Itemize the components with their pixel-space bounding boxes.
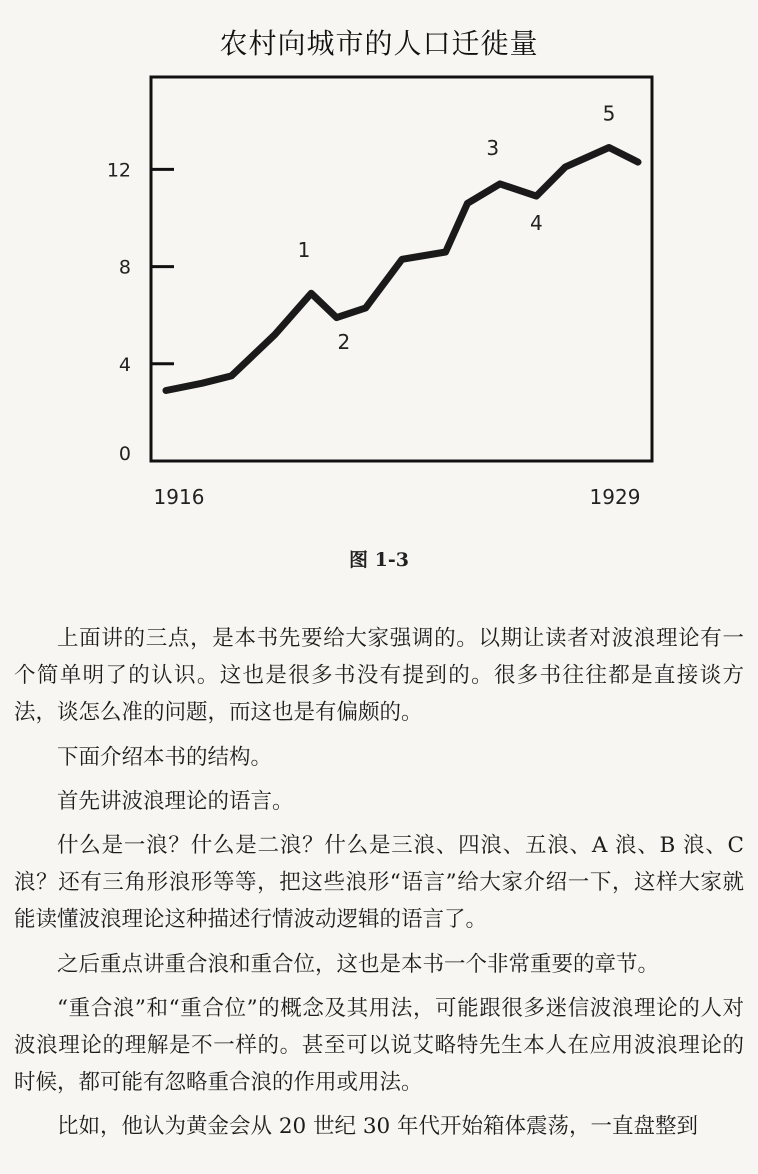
chart bbox=[0, 0, 758, 540]
wave-label: 2 bbox=[337, 330, 351, 355]
y-tick-label: 12 bbox=[106, 159, 131, 182]
x-tick-label: 1929 bbox=[589, 485, 641, 509]
wave-label: 4 bbox=[529, 211, 543, 236]
body-paragraph: 之后重点讲重合浪和重合位，这也是本书一个非常重要的章节。 bbox=[57, 951, 660, 977]
body-text bbox=[14, 620, 744, 1153]
body-paragraph: 什么是一浪？什么是二浪？什么是三浪、四浪、五浪、A 浪、B 浪、C 浪？还有三角形浪形等等，把这些浪形“语言”给大家介绍一下，这样大家就能读懂波浪理论这种描述行情波动逻辑的语言了。 bbox=[14, 833, 744, 933]
y-tick-label: 8 bbox=[118, 256, 131, 279]
body-paragraph: “重合浪”和“重合位”的概念及其用法，可能跟很多迷信波浪理论的人对波浪理论的理解是不一样的。甚至可以说艾略特先生本人在应用波浪理论的时候，都可能有忽略重合浪的作用或用法。 bbox=[14, 995, 744, 1096]
x-axis bbox=[154, 485, 641, 509]
chart-title: 农村向城市的人口迁徙量 bbox=[219, 27, 539, 60]
series-line bbox=[166, 148, 638, 391]
y-axis bbox=[107, 159, 174, 465]
wave-label: 5 bbox=[602, 101, 616, 126]
body-paragraph: 首先讲波浪理论的语言。 bbox=[57, 788, 294, 814]
plot-frame bbox=[151, 77, 652, 461]
x-tick-label: 1916 bbox=[153, 485, 205, 509]
series-layer bbox=[166, 148, 638, 391]
y-tick-label: 4 bbox=[118, 353, 131, 376]
body-paragraph: 下面介绍本书的结构。 bbox=[57, 744, 273, 770]
wave-label: 3 bbox=[486, 135, 500, 160]
body-paragraph: 上面讲的三点，是本书先要给大家强调的。以期让读者对波浪理论有一个简单明了的认识。这也是很多书没有提到的。很多书往往都是直接谈方法，谈怎么准的问题，而这也是有偏颇的。 bbox=[14, 626, 744, 726]
wave-label: 1 bbox=[297, 237, 311, 262]
y-tick-label: 0 bbox=[118, 443, 131, 465]
body-paragraph: 比如，他认为黄金会从 20 世纪 30 年代开始箱体震荡，一直盘整到 bbox=[57, 1114, 699, 1140]
figure-caption: 图 1-3 bbox=[349, 549, 409, 571]
